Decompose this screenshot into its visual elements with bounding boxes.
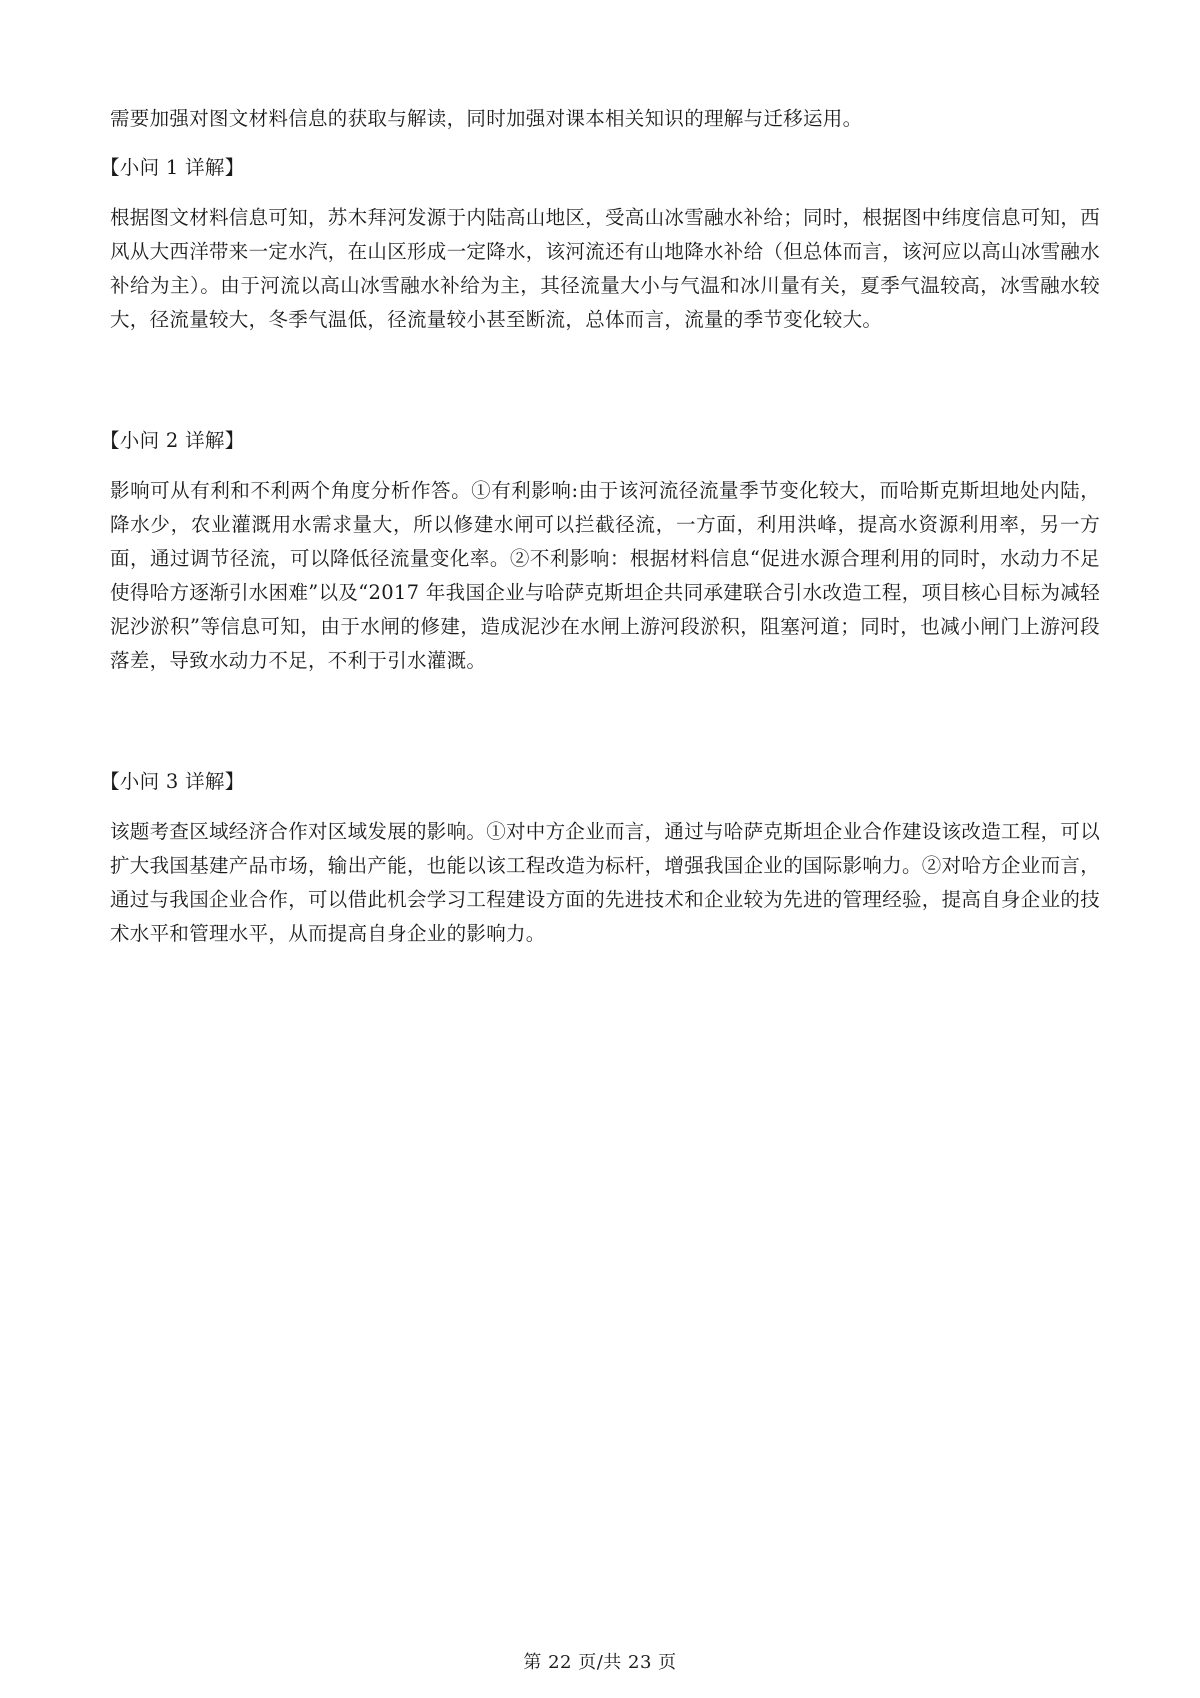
section-heading: 【小问 3 详解】 — [100, 770, 245, 793]
intro-paragraph: 需要加强对图文材料信息的获取与解读，同时加强对课本相关知识的理解与迁移运用。 — [110, 107, 863, 130]
section-heading: 【小问 1 详解】 — [100, 156, 245, 179]
section-body: 该题考查区域经济合作对区域发展的影响。①对中方企业而言，通过与哈萨克斯坦企业合作建设该改造工程，可以扩大我国基建产品市场，输出产能，也能以该工程改造为标杆，增强我国企业的国际影响力。②对哈方企业而言，通过与我国企业合作，可以借此机会学习工程建设方面的先进技术和企业较为先进的管理经验，提高自身企业的技术水平和管理水平，从而提高自身企业的影响力。 — [110, 820, 1101, 945]
section-question-1 — [100, 151, 1101, 337]
section-body: 影响可从有利和不利两个角度分析作答。①有利影响:由于该河流径流量季节变化较大，而哈斯克斯坦地处内陆，降水少，农业灌溉用水需求量大，所以修建水闸可以拦截径流，一方面，利用洪峰，提高水资源利用率，另一方面，通过调节径流，可以降低径流量变化率。②不利影响：根据材料信息“促进水源合理利用的同时，水动力不足使得哈方逐渐引水困难”以及“2017 年我国企业与哈萨克斯坦企共同承建联合引水改造工程，项目核心目标为减轻泥沙淤积”等信息可知，由于水闸的修建，造成泥沙在水闸上游河段淤积，阻塞河道；同时，也减小闸门上游河段落差，导致水动力不足，不利于引水灌溉。 — [110, 479, 1100, 672]
section-heading: 【小问 2 详解】 — [100, 429, 245, 452]
section-question-2 — [100, 424, 1100, 678]
section-question-3 — [100, 765, 1101, 951]
page-number-footer: 第 22 页/共 23 页 — [523, 1652, 677, 1673]
section-body: 根据图文材料信息可知，苏木拜河发源于内陆高山地区，受高山冰雪融水补给；同时，根据图中纬度信息可知，西风从大西洋带来一定水汽，在山区形成一定降水，该河流还有山地降水补给（但总体而言，该河应以高山冰雪融水补给为主）。由于河流以高山冰雪融水补给为主，其径流量大小与气温和冰川量有关，夏季气温较高，冰雪融水较大，径流量较大，冬季气温低，径流量较小甚至断流，总体而言，流量的季节变化较大。 — [110, 206, 1101, 331]
